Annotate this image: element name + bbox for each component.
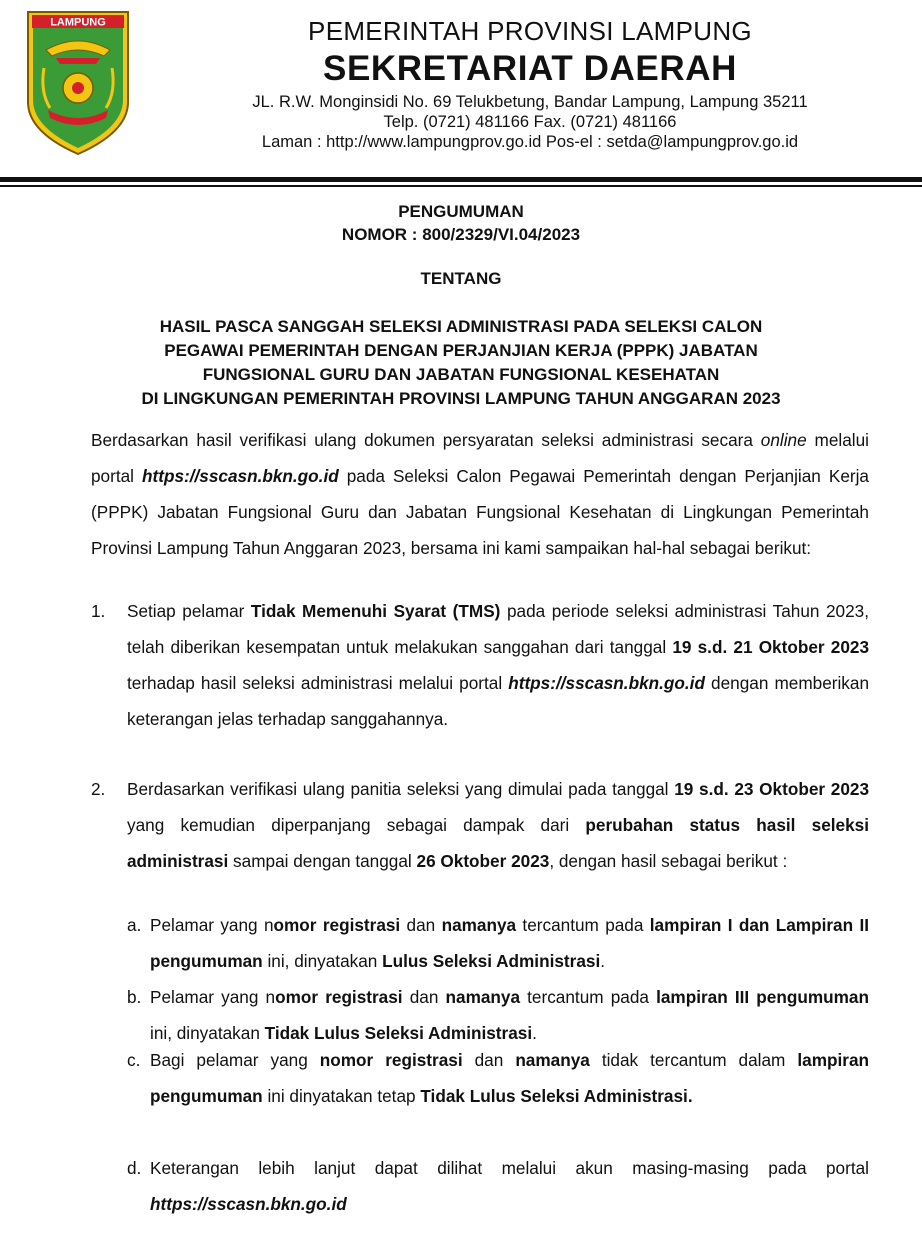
sub-item-c: Bagi pelamar yang nomor registrasi dan namanya tidak tercantum dalam lampiran pengumuman ini dinyatakan tetap Tidak Lulus Seleksi Administrasi. xyxy=(150,1050,870,1106)
sub-item-d: Keterangan lebih lanjut dapat dilihat melalui akun masing-masing pada portal https://sscasn.bkn.go.id xyxy=(150,1158,869,1214)
item-number: 1. xyxy=(91,601,106,621)
sub-item-letter: a. xyxy=(127,915,142,935)
sub-item-letter: d. xyxy=(127,1158,142,1178)
subject-line: PEGAWAI PEMERINTAH DENGAN PERJANJIAN KERJA (PPPK) JABATAN xyxy=(164,341,758,360)
list-item-2: Berdasarkan verifikasi ulang panitia seleksi yang dimulai pada tanggal 19 s.d. 23 Oktober 2023 yang kemudian diperpanjang sebagai dampak dari perubahan status hasil seleksi administrasi sampai dengan tanggal 26 Oktober 2023, dengan hasil sebagai berikut : xyxy=(127,779,870,871)
letterhead-divider-thin xyxy=(0,185,922,187)
announcement-number: NOMOR : 800/2329/VI.04/2023 xyxy=(341,225,581,244)
letterhead-divider-thick xyxy=(0,177,922,182)
phone-line: Telp. (0721) 481166 Fax. (0721) 481166 xyxy=(383,113,677,131)
office-name: SEKRETARIAT DAERAH xyxy=(323,49,737,88)
portal-link[interactable]: https://sscasn.bkn.go.id xyxy=(508,673,705,693)
lampung-emblem xyxy=(26,10,130,156)
sub-item-b: Pelamar yang nomor registrasi dan namanya tercantum pada lampiran III pengumuman ini, dinyatakan Tidak Lulus Seleksi Administrasi. xyxy=(150,987,869,1043)
subject-line: DI LINGKUNGAN PEMERINTAH PROVINSI LAMPUNG TAHUN ANGGARAN 2023 xyxy=(141,389,781,408)
portal-link[interactable]: https://sscasn.bkn.go.id xyxy=(150,1194,347,1214)
list-item-1: Setiap pelamar Tidak Memenuhi Syarat (TMS) pada periode seleksi administrasi Tahun 2023, telah diberikan kesempatan untuk melakukan sanggahan dari tanggal 19 s.d. 21 Oktober 2023 terhadap hasil seleksi administrasi melalui portal https://sscasn.bkn.go.id dengan memberikan keterangan jelas terhadap sanggahannya. xyxy=(127,601,870,729)
announcement-label: PENGUMUMAN xyxy=(398,202,524,221)
sub-item-letter: c. xyxy=(127,1050,141,1070)
item-number: 2. xyxy=(91,779,106,799)
subject-line: FUNGSIONAL GURU DAN JABATAN FUNGSIONAL KESEHATAN xyxy=(202,365,720,384)
portal-link[interactable]: https://sscasn.bkn.go.id xyxy=(142,466,339,486)
sub-item-a: Pelamar yang nomor registrasi dan namanya tercantum pada lampiran I dan Lampiran II pengumuman ini, dinyatakan Lulus Seleksi Administrasi. xyxy=(150,915,869,971)
address-line: JL. R.W. Monginsidi No. 69 Telukbetung, Bandar Lampung, Lampung 35211 xyxy=(252,93,808,111)
sub-item-letter: b. xyxy=(127,987,142,1007)
government-name: PEMERINTAH PROVINSI LAMPUNG xyxy=(308,16,752,46)
emblem-label: LAMPUNG xyxy=(50,16,106,29)
subject-line: HASIL PASCA SANGGAH SELEKSI ADMINISTRASI PADA SELEKSI CALON xyxy=(159,317,763,336)
about-label: TENTANG xyxy=(420,269,502,288)
intro-paragraph: Berdasarkan hasil verifikasi ulang dokumen persyaratan seleksi administrasi secara online melalui portal https://sscasn.bkn.go.id pada Seleksi Calon Pegawai Pemerintah dengan Perjanjian Kerja (PPPK) Jabatan Fungsional Guru dan Jabatan Fungsional Kesehatan di Lingkungan Pemerintah Provinsi Lampung Tahun Anggaran 2023, bersama ini kami sampaikan hal-hal sebagai berikut: xyxy=(91,430,869,558)
website-line: Laman : http://www.lampungprov.go.id Pos-el : setda@lampungprov.go.id xyxy=(261,133,799,151)
